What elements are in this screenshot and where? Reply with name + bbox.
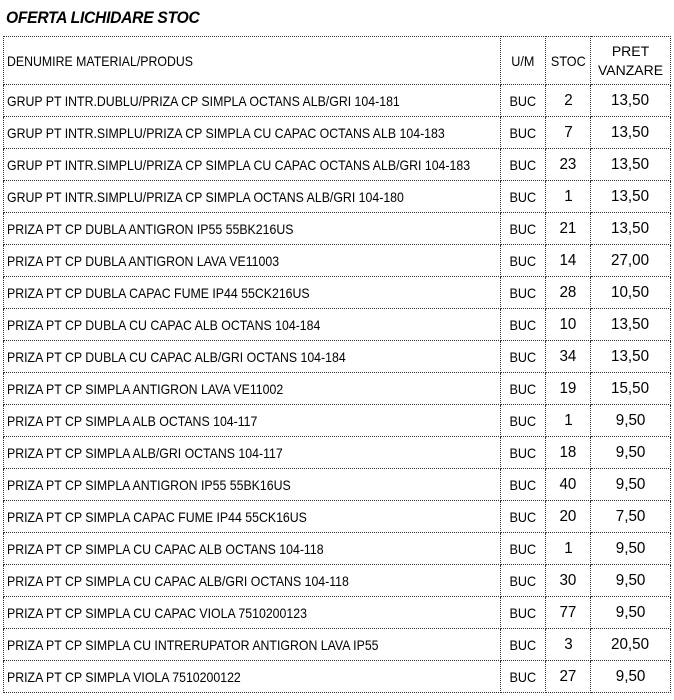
cell-price (591, 341, 671, 373)
cell-stock-text: 21 (559, 219, 577, 237)
cell-stock-text: 40 (559, 475, 577, 493)
cell-price-text: 10,50 (611, 283, 650, 301)
cell-product-name-text: PRIZA PT CP SIMPLA CU CAPAC ALB OCTANS 104-118 (7, 540, 324, 557)
cell-unit-text: BUC (509, 252, 537, 269)
cell-product-name (4, 565, 501, 597)
table-row (4, 213, 671, 245)
stock-table-body (4, 37, 671, 693)
cell-price-text: 13,50 (611, 91, 650, 109)
table-row (4, 501, 671, 533)
table-row (4, 533, 671, 565)
cell-unit-text: BUC (509, 540, 537, 557)
cell-unit-text: BUC (509, 220, 537, 237)
cell-stock (546, 597, 591, 629)
cell-stock-text: 19 (559, 379, 577, 397)
cell-price-text: 9,50 (615, 571, 646, 589)
cell-unit-text: BUC (509, 412, 537, 429)
cell-product-name (4, 245, 501, 277)
cell-product-name (4, 181, 501, 213)
cell-stock-text: 1 (563, 411, 573, 429)
cell-unit (501, 437, 546, 469)
cell-unit (501, 117, 546, 149)
cell-unit (501, 597, 546, 629)
table-row (4, 405, 671, 437)
cell-unit-text: BUC (509, 508, 537, 525)
cell-stock (546, 469, 591, 501)
cell-unit (501, 213, 546, 245)
cell-unit-text: BUC (509, 188, 537, 205)
cell-unit (501, 405, 546, 437)
cell-price-text: 9,50 (615, 539, 646, 557)
cell-price (591, 405, 671, 437)
cell-product-name (4, 533, 501, 565)
header-stock (546, 37, 591, 85)
cell-price (591, 469, 671, 501)
cell-unit (501, 341, 546, 373)
table-row (4, 181, 671, 213)
cell-stock-text: 18 (559, 443, 577, 461)
table-row (4, 629, 671, 661)
cell-unit-text: BUC (509, 476, 537, 493)
cell-product-name (4, 405, 501, 437)
cell-product-name-text: PRIZA PT CP SIMPLA VIOLA 7510200122 (7, 668, 241, 685)
cell-product-name (4, 661, 501, 693)
cell-product-name (4, 629, 501, 661)
cell-stock (546, 341, 591, 373)
cell-unit (501, 533, 546, 565)
cell-stock-text: 1 (563, 187, 573, 205)
cell-product-name-text: PRIZA PT CP DUBLA ANTIGRON IP55 55BK216US (7, 220, 294, 237)
table-row (4, 373, 671, 405)
cell-unit (501, 661, 546, 693)
cell-price (591, 181, 671, 213)
cell-stock-text: 14 (559, 251, 577, 269)
cell-stock-text: 34 (559, 347, 577, 365)
cell-unit-text: BUC (509, 156, 537, 173)
cell-stock-text: 1 (563, 539, 573, 557)
cell-price (591, 149, 671, 181)
cell-unit-text: BUC (509, 284, 537, 301)
cell-stock (546, 149, 591, 181)
cell-product-name (4, 85, 501, 117)
cell-price (591, 309, 671, 341)
cell-product-name-text: PRIZA PT CP DUBLA CU CAPAC ALB OCTANS 104-184 (7, 316, 321, 333)
cell-stock (546, 245, 591, 277)
cell-stock-text: 30 (559, 571, 577, 589)
header-stock-label: STOC (550, 52, 586, 69)
cell-stock (546, 213, 591, 245)
table-row (4, 437, 671, 469)
cell-price-text: 20,50 (611, 635, 650, 653)
cell-price-text: 13,50 (611, 315, 650, 333)
cell-price (591, 437, 671, 469)
cell-unit-text: BUC (509, 604, 537, 621)
cell-product-name-text: PRIZA PT CP DUBLA CU CAPAC ALB/GRI OCTANS 104-184 (7, 348, 346, 365)
cell-product-name (4, 501, 501, 533)
cell-unit (501, 373, 546, 405)
cell-product-name (4, 437, 501, 469)
header-um (501, 37, 546, 85)
cell-stock (546, 85, 591, 117)
cell-stock-text: 7 (563, 123, 573, 141)
cell-stock-text: 20 (559, 507, 577, 525)
cell-product-name (4, 469, 501, 501)
cell-stock (546, 405, 591, 437)
cell-stock-text: 77 (559, 603, 577, 621)
cell-price-text: 13,50 (611, 155, 650, 173)
cell-price (591, 213, 671, 245)
cell-price (591, 597, 671, 629)
cell-price (591, 117, 671, 149)
cell-stock-text: 2 (563, 91, 573, 109)
cell-stock (546, 565, 591, 597)
table-row (4, 309, 671, 341)
table-row (4, 149, 671, 181)
cell-stock (546, 181, 591, 213)
cell-price-text: 13,50 (611, 347, 650, 365)
cell-product-name (4, 277, 501, 309)
cell-stock (546, 309, 591, 341)
cell-unit-text: BUC (509, 572, 537, 589)
cell-price (591, 501, 671, 533)
cell-price (591, 533, 671, 565)
header-price (591, 37, 671, 85)
cell-unit-text: BUC (509, 380, 537, 397)
header-name (4, 37, 501, 85)
cell-stock-text: 10 (559, 315, 577, 333)
cell-price (591, 245, 671, 277)
cell-price (591, 661, 671, 693)
cell-stock-text: 28 (559, 283, 577, 301)
cell-product-name (4, 309, 501, 341)
cell-price-text: 13,50 (611, 187, 650, 205)
table-row (4, 341, 671, 373)
cell-price-text: 15,50 (611, 379, 650, 397)
cell-stock (546, 661, 591, 693)
page-title: OFERTA LICHIDARE STOC (6, 8, 200, 27)
cell-stock-text: 27 (559, 667, 577, 685)
header-price-line1: PRET (611, 42, 650, 59)
cell-unit (501, 277, 546, 309)
cell-product-name-text: GRUP PT INTR.SIMPLU/PRIZA CP SIMPLA CU CAPAC OCTANS ALB/GRI 104-183 (7, 156, 471, 173)
cell-unit (501, 469, 546, 501)
cell-price-text: 13,50 (611, 219, 650, 237)
cell-price-text: 9,50 (615, 411, 646, 429)
cell-product-name-text: PRIZA PT CP SIMPLA ALB/GRI OCTANS 104-117 (7, 444, 283, 461)
cell-stock (546, 629, 591, 661)
cell-unit (501, 309, 546, 341)
header-price-line2: VANZARE (597, 61, 664, 78)
cell-unit-text: BUC (509, 668, 537, 685)
cell-product-name-text: PRIZA PT CP SIMPLA CU CAPAC ALB/GRI OCTANS 104-118 (7, 572, 349, 589)
cell-price-text: 9,50 (615, 603, 646, 621)
cell-stock-text: 23 (559, 155, 577, 173)
cell-unit (501, 565, 546, 597)
cell-product-name-text: PRIZA PT CP SIMPLA ANTIGRON IP55 55BK16US (7, 476, 291, 493)
table-row (4, 245, 671, 277)
cell-product-name-text: PRIZA PT CP SIMPLA ANTIGRON LAVA VE11002 (7, 380, 284, 397)
cell-price-text: 9,50 (615, 443, 646, 461)
cell-price (591, 373, 671, 405)
cell-unit-text: BUC (509, 316, 537, 333)
cell-unit-text: BUC (509, 636, 537, 653)
cell-price (591, 565, 671, 597)
table-row (4, 469, 671, 501)
cell-product-name (4, 341, 501, 373)
cell-product-name (4, 597, 501, 629)
cell-unit-text: BUC (509, 124, 537, 141)
cell-product-name-text: GRUP PT INTR.SIMPLU/PRIZA CP SIMPLA OCTANS ALB/GRI 104-180 (7, 188, 404, 205)
cell-price-text: 9,50 (615, 667, 646, 685)
table-row (4, 277, 671, 309)
cell-unit (501, 629, 546, 661)
cell-unit (501, 501, 546, 533)
cell-product-name (4, 149, 501, 181)
cell-stock (546, 501, 591, 533)
cell-product-name (4, 373, 501, 405)
cell-price-text: 9,50 (615, 475, 646, 493)
cell-price (591, 277, 671, 309)
cell-unit-text: BUC (509, 92, 537, 109)
cell-price (591, 629, 671, 661)
table-row (4, 597, 671, 629)
stock-table (3, 36, 671, 693)
cell-product-name-text: PRIZA PT CP SIMPLA CU INTRERUPATOR ANTIGRON LAVA IP55 (7, 636, 379, 653)
table-row (4, 117, 671, 149)
cell-unit (501, 181, 546, 213)
cell-product-name (4, 117, 501, 149)
cell-unit (501, 245, 546, 277)
table-row (4, 661, 671, 693)
cell-stock (546, 277, 591, 309)
cell-price-text: 27,00 (611, 251, 650, 269)
cell-stock (546, 533, 591, 565)
cell-product-name-text: GRUP PT INTR.SIMPLU/PRIZA CP SIMPLA CU CAPAC OCTANS ALB 104-183 (7, 124, 445, 141)
header-row (4, 37, 671, 85)
cell-unit-text: BUC (509, 348, 537, 365)
cell-unit (501, 85, 546, 117)
cell-product-name-text: PRIZA PT CP SIMPLA CAPAC FUME IP44 55CK16US (7, 508, 307, 525)
cell-stock (546, 117, 591, 149)
cell-product-name-text: PRIZA PT CP DUBLA ANTIGRON LAVA VE11003 (7, 252, 280, 269)
cell-product-name-text: PRIZA PT CP SIMPLA ALB OCTANS 104-117 (7, 412, 258, 429)
header-name-label: DENUMIRE MATERIAL/PRODUS (7, 52, 193, 69)
table-row (4, 85, 671, 117)
cell-price-text: 13,50 (611, 123, 650, 141)
cell-product-name-text: PRIZA PT CP DUBLA CAPAC FUME IP44 55CK216US (7, 284, 310, 301)
cell-product-name (4, 213, 501, 245)
cell-unit-text: BUC (509, 444, 537, 461)
cell-unit (501, 149, 546, 181)
cell-price-text: 7,50 (615, 507, 646, 525)
header-um-label: U/M (511, 52, 535, 69)
cell-stock (546, 373, 591, 405)
cell-product-name-text: GRUP PT INTR.DUBLU/PRIZA CP SIMPLA OCTANS ALB/GRI 104-181 (7, 92, 400, 109)
cell-price (591, 85, 671, 117)
table-row (4, 565, 671, 597)
cell-stock-text: 3 (563, 635, 573, 653)
cell-stock (546, 437, 591, 469)
cell-product-name-text: PRIZA PT CP SIMPLA CU CAPAC VIOLA 7510200123 (7, 604, 307, 621)
